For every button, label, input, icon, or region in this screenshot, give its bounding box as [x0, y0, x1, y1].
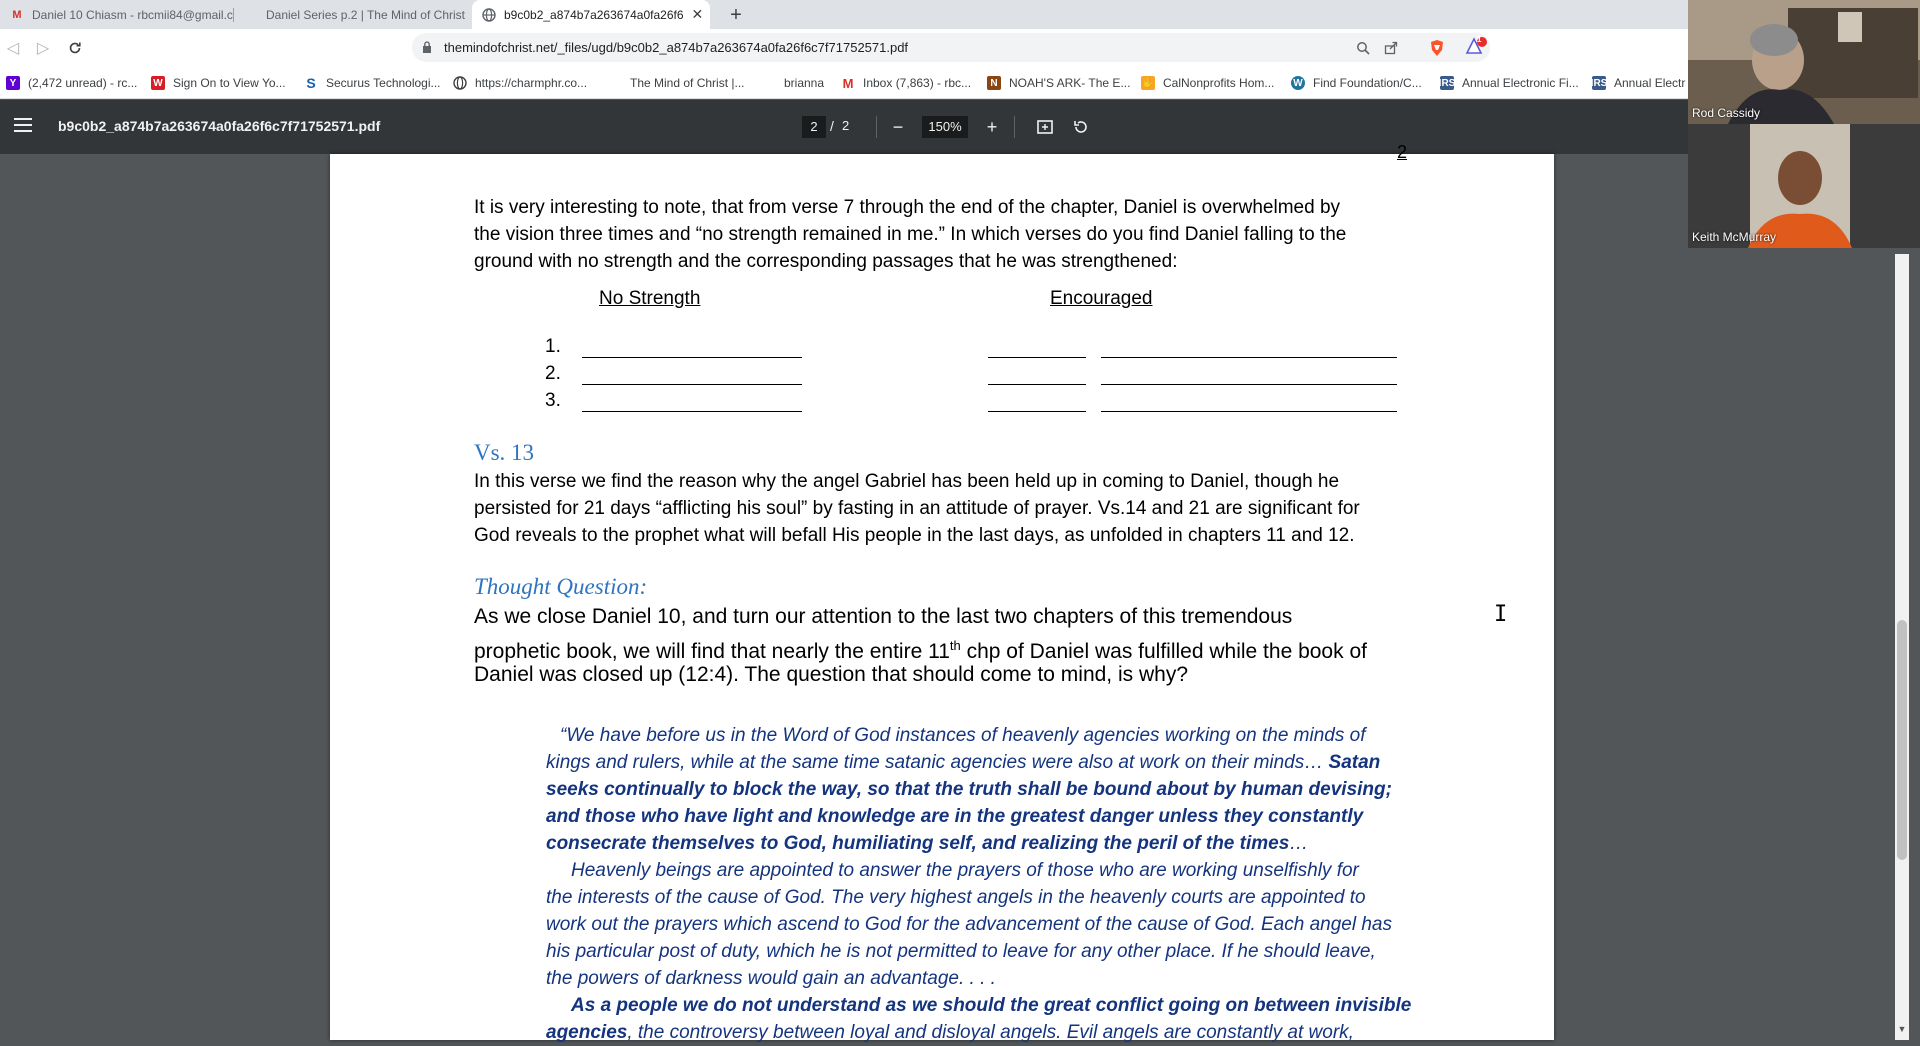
zoom-icon[interactable] [1354, 39, 1372, 57]
reload-icon[interactable] [64, 37, 86, 59]
bookmark-label: Sign On to View Yo... [173, 76, 286, 90]
pdf-viewport[interactable] [0, 142, 1900, 1043]
list-number: 2. [545, 363, 561, 384]
zoom-level-input[interactable]: 150% [922, 116, 968, 138]
tab-title: b9c0b2_a874b7a263674a0fa26f6 [504, 7, 684, 22]
no-strength-heading: No Strength [599, 288, 701, 309]
tab-daniel-series[interactable] [256, 0, 472, 29]
pdf-page [330, 142, 1554, 1043]
quote-text: , the controversy between loyal and disloyal angels. Evil angels are constantly at work, [627, 1022, 1354, 1043]
tab-separator [233, 8, 234, 22]
browser-tab-bar [0, 0, 1920, 29]
tab-pdf-active[interactable] [472, 0, 710, 29]
bookmark-charmphr[interactable] [453, 74, 587, 92]
answer-blank [582, 384, 802, 385]
forward-arrow-icon[interactable]: ▷ [36, 40, 50, 57]
thought-question-heading: Thought Question: [474, 574, 648, 599]
participant-name: Rod Cassidy [1692, 106, 1761, 120]
intro-line: the vision three times and “no strength remained in me.” In which verses do you find Daniel falling to the [474, 224, 1347, 245]
new-tab-button[interactable]: + [730, 3, 742, 26]
gmail-icon: M [842, 75, 854, 91]
page-icon [608, 76, 622, 90]
thought-question-text: chp of Daniel was fulfilled while the book of [960, 640, 1367, 663]
answer-blank [582, 357, 802, 358]
page-separator: / [830, 118, 834, 134]
bookmark-label: CalNonprofits Hom... [1163, 76, 1275, 90]
rotate-icon[interactable] [1069, 115, 1093, 139]
bookmark-label: https://charmphr.co... [475, 76, 588, 90]
bookmark-label: Securus Technologi... [326, 76, 441, 90]
page-icon [762, 76, 776, 90]
bookmark-label: brianna [784, 76, 825, 90]
address-bar[interactable] [412, 33, 1490, 62]
brave-rewards-icon[interactable] [1464, 36, 1490, 58]
quote-line: “We have before us in the Word of God instances of heavenly agencies working on the minds of [560, 725, 1366, 746]
zoom-in-button[interactable]: + [986, 116, 998, 137]
bookmarks-bar [0, 66, 1920, 99]
quote-emphasis-line: As a people we do not understand as we should the great conflict going on between invisible [571, 995, 1412, 1016]
bookmark-annual-electronic-2[interactable] [1592, 74, 1685, 92]
irs-icon: IRS [1438, 77, 1456, 89]
intro-line: It is very interesting to note, that from verse 7 through the end of the chapter, Daniel is overwhelmed by [474, 197, 1341, 218]
quote-text: … [1289, 833, 1309, 854]
wordpress-icon: W [1291, 76, 1305, 90]
bookmark-label: Inbox (7,863) - rbc... [863, 76, 972, 90]
ark-icon: N [987, 76, 1001, 90]
answer-blank [988, 357, 1086, 358]
bank-icon: W [151, 76, 165, 90]
pdf-toolbar [0, 100, 1920, 154]
vs13-line: persisted for 21 days “afflicting his soul” by fasting in an attitude of prayer. Vs.14 and 21 are significant for [474, 498, 1360, 519]
bookmark-brianna[interactable] [762, 74, 824, 92]
page-total: 2 [842, 118, 850, 133]
tab-gmail[interactable] [0, 0, 232, 29]
quote-line: the powers of darkness would gain an advantage. . . . [546, 968, 996, 989]
bookmark-securus[interactable] [304, 74, 441, 92]
hand-icon: ✋ [1141, 77, 1155, 89]
quote-emphasis-line: seeks continually to block the way, so that the truth shall be bound about by human devising; [546, 779, 1392, 800]
video-tile-keith-mcmurray[interactable] [1688, 124, 1920, 248]
intro-line: ground with no strength and the corresponding passages that he was strengthened: [474, 251, 1178, 272]
quote-emphasis-line: and those who have light and knowledge are in the greatest danger unless they constantly [546, 806, 1364, 827]
bookmark-calnonprofits[interactable] [1141, 74, 1274, 92]
bookmark-annual-electronic-1[interactable] [1440, 74, 1579, 92]
close-tab-icon[interactable]: ✕ [691, 6, 704, 22]
zoom-out-button[interactable]: − [892, 116, 904, 137]
page-number-input[interactable]: 2 [802, 116, 826, 138]
brave-shields-icon[interactable] [1426, 37, 1448, 59]
bookmark-find-foundation[interactable] [1291, 74, 1422, 92]
answer-blank [988, 384, 1086, 385]
video-tile-rod-cassidy[interactable] [1688, 0, 1920, 124]
quote-line: Heavenly beings are appointed to answer the prayers of those who are working unselfishly for [571, 860, 1359, 881]
bookmark-noahs-ark[interactable] [987, 74, 1130, 92]
globe-icon [482, 8, 496, 22]
thought-question-line: Daniel was closed up (12:4). The question that should come to mind, is why? [474, 663, 1188, 686]
quote-emphasis: Satan [1328, 752, 1381, 773]
scrollbar-thumb[interactable] [1897, 620, 1907, 860]
encouraged-heading: Encouraged [1050, 288, 1153, 309]
page-number-marker: 2 [1397, 142, 1408, 162]
fit-to-page-icon[interactable] [1033, 115, 1057, 139]
gmail-icon: M [12, 8, 22, 21]
toolbar-divider [1014, 116, 1015, 138]
securus-icon: S [306, 75, 316, 91]
answer-blank [582, 411, 802, 412]
bookmark-mind-of-christ[interactable] [608, 74, 745, 92]
answer-blank [1101, 384, 1397, 385]
bookmark-gmail-inbox[interactable] [841, 74, 971, 92]
vs13-heading: Vs. 13 [474, 440, 535, 465]
text-cursor-icon: I [1494, 602, 1508, 627]
bookmark-label: NOAH'S ARK- The E... [1009, 76, 1131, 90]
vs13-line: God reveals to the prophet what will befall His people in the last days, as unfolded in chapters 11 and 12. [474, 525, 1355, 546]
globe-icon [453, 76, 467, 90]
share-icon[interactable] [1382, 39, 1400, 57]
quote-line [546, 1019, 1354, 1046]
thought-question-line: As we close Daniel 10, and turn our attention to the last two chapters of this tremendous [474, 605, 1293, 628]
hamburger-menu-icon[interactable] [14, 118, 32, 134]
quote-line: work out the prayers which ascend to God for the advancement of the cause of God. Each angel has [546, 914, 1393, 935]
bookmark-label: Annual Electr [1614, 76, 1686, 90]
yahoo-icon: Y [6, 76, 20, 90]
quote-line: his particular post of duty, which he is not permitted to leave for any other place. If he should leave, [546, 941, 1376, 962]
url-text: themindofchrist.net/_files/ugd/b9c0b2_a874b7a263674a0fa26f6c7f71752571.pdf [444, 40, 909, 55]
bookmark-bank-signon[interactable] [151, 74, 286, 92]
quote-line [546, 749, 1380, 776]
quote-line [546, 830, 1308, 857]
answer-blank [988, 411, 1086, 412]
list-number: 1. [545, 336, 561, 357]
quote-line: the interests of the cause of God. The very highest angels in the heavenly courts are appointed to [546, 887, 1366, 908]
list-number: 3. [545, 390, 561, 411]
bookmark-yahoo-mail[interactable] [6, 74, 137, 92]
answer-blank [1101, 411, 1397, 412]
bookmark-label: Find Foundation/C... [1313, 76, 1422, 90]
lock-icon [422, 41, 432, 53]
back-arrow-icon[interactable]: ◁ [6, 40, 20, 57]
browser-toolbar [0, 29, 1920, 66]
thought-question-text: prophetic book, we will find that nearly the entire 11 [474, 640, 950, 663]
bookmark-label: The Mind of Christ |... [630, 76, 745, 90]
vs13-line: In this verse we find the reason why the angel Gabriel has been held up in coming to Daniel, though he [474, 471, 1340, 492]
scroll-down-arrow-icon[interactable]: ▼ [1897, 1024, 1907, 1034]
quote-text: kings and rulers, while at the same time satanic agencies were also at work on their minds… [546, 752, 1329, 773]
answer-blank [1101, 357, 1397, 358]
tab-title: Daniel Series p.2 | The Mind of Christ [266, 7, 465, 22]
pdf-filename: b9c0b2_a874b7a263674a0fa26f6c7f71752571.pdf [58, 118, 381, 134]
irs-icon: IRS [1590, 77, 1608, 89]
bookmark-label: Annual Electronic Fi... [1462, 76, 1579, 90]
alert-badge-count: 1 [1477, 35, 1482, 44]
toolbar-divider [876, 116, 877, 138]
superscript: th [949, 638, 961, 653]
participant-name: Keith McMurray [1692, 230, 1777, 244]
quote-emphasis: consecrate themselves to God, humiliating self, and realizing the peril of the times [546, 833, 1290, 854]
bookmark-label: (2,472 unread) - rc... [28, 76, 138, 90]
tab-title: Daniel 10 Chiasm - rbcmii84@gmail.c [32, 7, 233, 22]
quote-emphasis: agencies [546, 1022, 628, 1043]
